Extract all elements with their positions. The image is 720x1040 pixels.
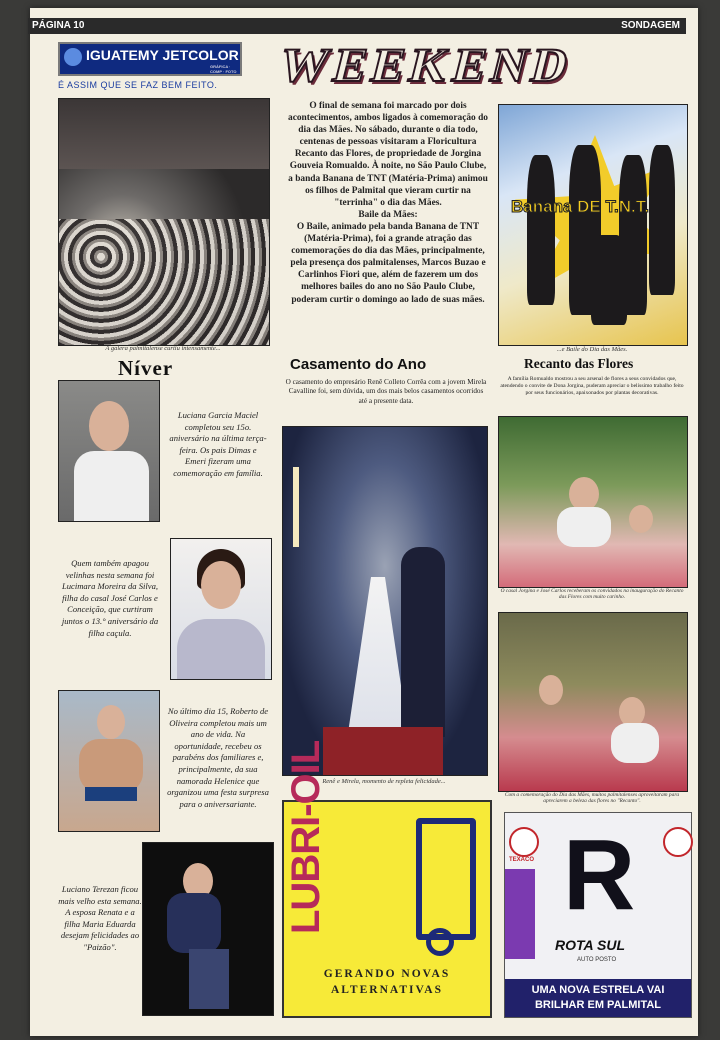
band-logo: Banana DE T.N.T. [511, 197, 649, 216]
page-header-bar [28, 18, 686, 34]
sponsor-slogan: É ASSIM QUE SE FAZ BEM FEITO. [58, 80, 218, 90]
wedding-photo [282, 426, 488, 776]
texaco-star-icon [509, 827, 539, 857]
flowers-caption-1: O casal Jorgina e José Carlos receberam os convidados na inauguração do Recanto das Flores com muito carinho. [500, 588, 684, 600]
lubri-slogan-line-1: GERANDO NOVAS [323, 968, 451, 980]
texaco-label: TEXACO [509, 857, 535, 863]
flowers-caption-2: Com a comemoração do Dia das Mães, muitos palmitalenses aproveitaram para apreciarem a beleza das flores no "Recanto". [504, 792, 680, 804]
lubri-slogan-line-2: ALTERNATIVAS [331, 984, 443, 996]
sponsor-name: IGUATEMY JETCOLOR [86, 47, 239, 63]
section-name: SONDAGEM [621, 20, 680, 31]
crowd-caption: A galera palmitalense curtiu intensamente... [105, 345, 221, 352]
intro-article [288, 100, 488, 306]
niver-title: Níver [118, 356, 174, 380]
wedding-caption: Renê e Mirela, momento de repleta felicidade... [322, 778, 446, 785]
recanto-title: Recanto das Flores [524, 356, 634, 371]
luciana-photo [58, 380, 160, 522]
luciano-photo [142, 842, 274, 1016]
rota-sul-name: ROTA SUL [555, 937, 625, 953]
page-title: WEEKEND [274, 39, 580, 92]
rota-slogan-line-1: UMA NOVA ESTRELA VAI [531, 984, 665, 996]
roberto-photo [58, 690, 160, 832]
lubri-oil-brand: LUBRI-OIL [284, 740, 328, 934]
page-number: PÁGINA 10 [32, 20, 85, 31]
casamento-text: O casamento do empresário Renê Colleto Corrêa com a jovem Mirela Cavalline foi, sem dúvida, um dos mais belos casamentos ocorridos até a presente data. [285, 378, 487, 405]
intro-paragraph-1: O final de semana foi marcado por dois acontecimentos, ambos ligados à comemoração do dia das Mães. No sábado, durante o dia todo, centenas de pessoas visitaram a Floricultura Recanto das Flores, de propriedade de Jorgina Gouveia Romualdo. À noite, no São Paulo Clube, a banda Banana de TNT (Matéria-Prima) animou os filhos de Palmital que vieram curtir na "terrinha" o dia das Mães. [288, 101, 488, 208]
rota-slogan-line-2: BRILHAR EM PALMITAL [534, 999, 662, 1011]
band-photo [498, 104, 688, 346]
rota-sul-sub: AUTO POSTO [577, 957, 617, 963]
crowd-photo [58, 98, 270, 346]
niver-text-1: Luciana Garcia Maciel completou seu 15o. aniversário na última terça-feira. Os pais Dimas e Emeri fizeram uma comemoração em família. [169, 410, 267, 478]
flowers-photo-2 [498, 612, 688, 792]
flowers-photo-1 [498, 416, 688, 588]
sponsor-logo [58, 42, 242, 76]
band-caption: ...e Baile do Dia das Mães. [556, 346, 628, 353]
niver-text-2: Quem também apagou velinhas nesta semana foi Lucimara Moreira da Silva, filha do casal José Carlos e Conceição, que curtiram juntos o 13.° aniversário da filha caçula. [61, 558, 159, 638]
texaco-star-icon [663, 827, 693, 857]
lubri-oil-slogan [284, 966, 490, 998]
intro-paragraph-2: O Baile, animado pela banda Banana de TNT (Matéria-Prima), foi a grande atração das comemorações do dia das Mães, principalmente, pela presença dos palmitalenses, Marcos Buzao e Carlinhos Fiori que, além de fazerem um dos melhores bailes do ano no São Paulo Clube, poderam curtir o domingo ao lado de suas mães. [290, 221, 486, 305]
casamento-title: Casamento do Ano [290, 356, 427, 373]
niver-text-3: No último dia 15, Roberto de Oliveira completou mais um ano de vida. Na oportunidade, recebeu os parabéns dos familiares e, principalmente, da sua namorada Helenice que organizou uma festa surpresa para o aniversariante. [167, 706, 269, 809]
lubri-truck-icon [416, 818, 476, 940]
rota-sul-slogan [505, 979, 691, 1017]
rota-r-logo: R [563, 819, 636, 931]
intro-subhead: Baile da Mães: [358, 209, 418, 220]
lucimara-photo [170, 538, 272, 680]
recanto-text: A família Romualdo mostrou a seu arsenal de flores a seus convidados que, atendendo o convite de Dona Jorgina, puderam apreciar o belíssimo trabalho feito por seus funcionários, apaixonados por plantas decorativas. [500, 376, 684, 397]
niver-text-4: Luciano Terezan ficou mais velho esta semana. A esposa Renata e a filha Maria Eduarda desejam felicidades ao "Paizão". [58, 884, 142, 952]
sponsor-bubble-icon [64, 48, 82, 66]
sponsor-tagline: GRÁFICA · COMP · FOTO [210, 64, 237, 74]
rota-sul-ad [504, 812, 692, 1018]
